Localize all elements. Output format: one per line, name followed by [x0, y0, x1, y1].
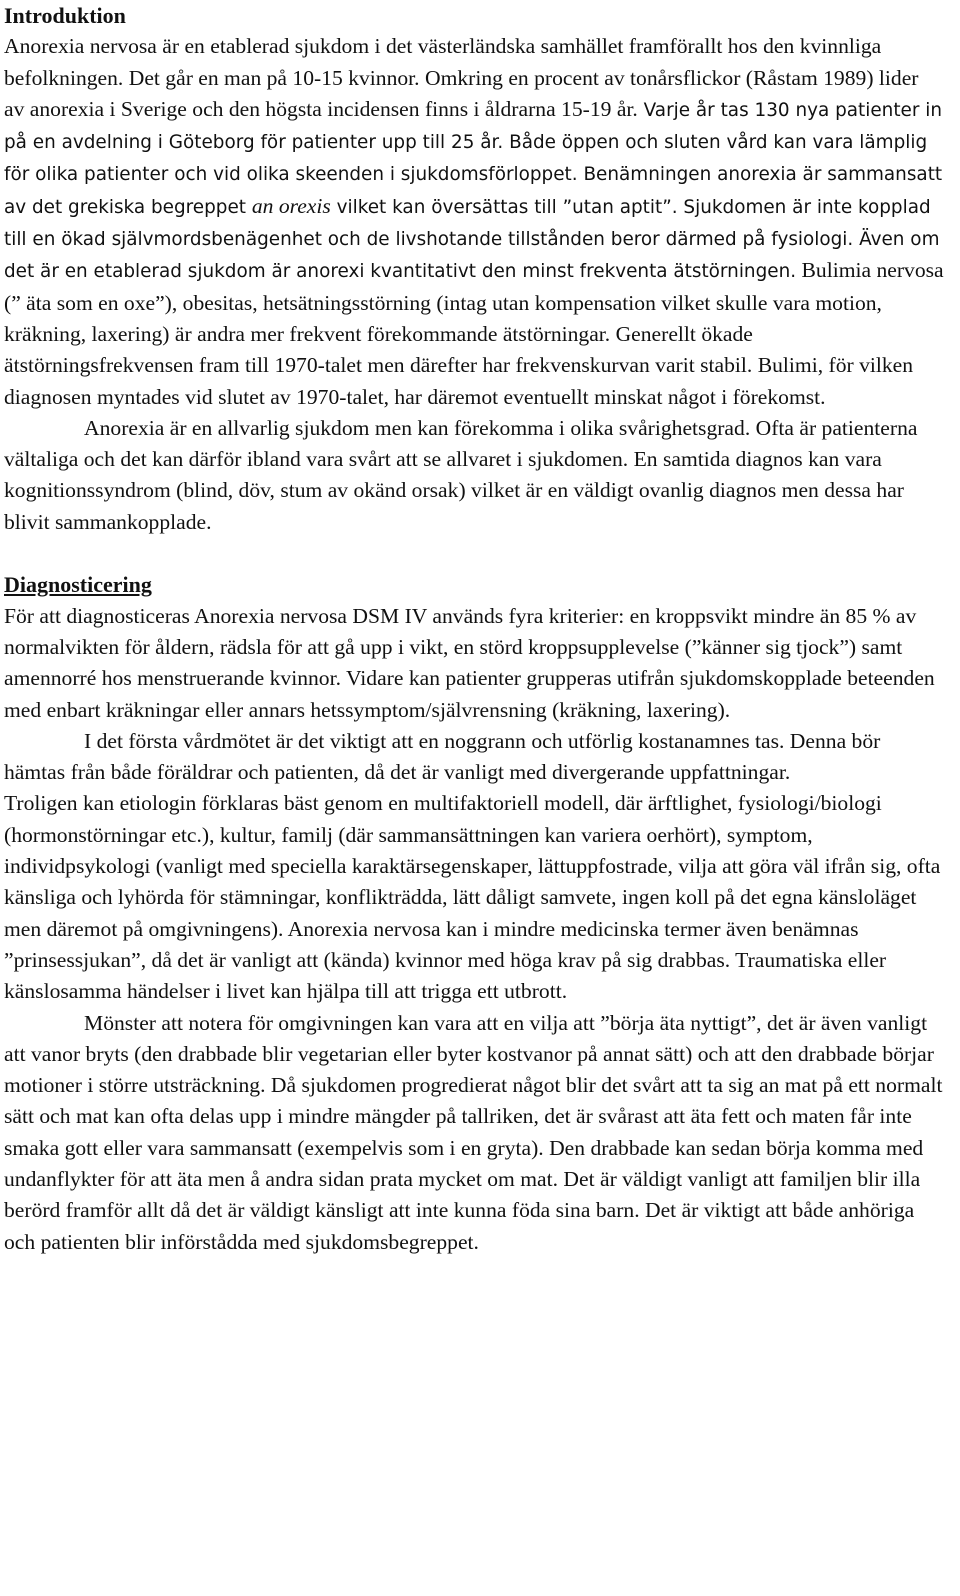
heading-introduktion: Introduktion	[4, 3, 126, 28]
paragraph-text: Anorexia nervosa är en etablerad sjukdom i det västerländska samhället framförallt hos den kvinnliga befolkningen. Det går en man på 10-15 kvinnor. Omkring en procent av tonårsflickor (Råstam 1989) lider av anorexia i Sverige och den högsta incidensen finns i åldrarna 15-19 år.	[4, 34, 919, 121]
section-spacer	[4, 538, 944, 569]
paragraph-diagnosticering-3: Troligen kan etiologin förklaras bäst genom en multifaktoriell modell, där ärftlighet, fysiologi/biologi (hormonstörningar etc.), kultur, familj (där sammansättningen kan variera oerhört), symptom, individpsykologi (vanligt med speciella karaktärsegenskaper, lättuppfostrade, vilja att göra väl ifrån sig, ofta känsliga och lyhörda för stämningar, konflikträdda, lätt dåligt samvete, ingen koll på det egna känsloläget men däremot på omgivningens). Anorexia nervosa kan i mindre medicinska termer även benämnas ”prinsessjukan”, då det är vanligt att (kända) kvinnor med höga krav på sig drabbas. Traumatiska eller känslosamma händelser i livet kan hjälpa till att trigga ett utbrott.	[4, 791, 941, 1004]
paragraph-diagnosticering-4: Mönster att notera för omgivningen kan vara att en vilja att ”börja äta nyttigt”, det är även vanligt att vanor bryts (den drabbade blir vegetarian eller byter kostvanor på annat sätt) och att den drabbade börjar motioner i större utsträckning. Då sjukdomen progredierat något blir det svårt att ta sig an mat på ett normalt sätt och mat kan ofta delas upp i mindre mängder på tallriken, det är svårast att äta fett och maten får inte smaka gott eller vara sammansatt (exempelvis som i en gryta). Den drabbade kan sedan börja komma med undanflykter för att äta men å andra sidan prata mycket om mat. Det är väldigt vanligt att familjen blir illa berörd framför allt då det är väldigt känsligt att inte kunna föda sina barn. Det är viktigt att både anhöriga och patienten blir införstådda med sjukdomsbegreppet.	[4, 1010, 943, 1254]
paragraph-diagnosticering-1: För att diagnosticeras Anorexia nervosa DSM IV används fyra kriterier: en kroppsvikt mindre än 85 % av normalvikten för åldern, rädsla för att gå upp i vikt, en störd kroppsupplevelse (”känner sig tjock”) samt amennorré hos menstruerande kvinnor. Vidare kan patienter grupperas utifrån sjukdomskopplade beteenden med enbart kräkningar eller annars hetssymptom/självrensning (kräkning, laxering).	[4, 603, 935, 722]
paragraph-introduktion-2: Anorexia är en allvarlig sjukdom men kan förekomma i olika svårighetsgrad. Ofta är patienterna vältaliga och det kan därför ibland vara svårt att se allvaret i sjukdomen. En samtida diagnos kan vara kognitionssyndrom (blind, döv, stum av okänd orsak) vilket är en väldigt ovanlig diagnos men dessa har blivit sammankopplade.	[4, 415, 918, 534]
paragraph-introduktion-1	[4, 31, 944, 413]
paragraph-diagnosticering-2: I det första vårdmötet är det viktigt att en noggrann och utförlig kostanamnes tas. Denna bör hämtas från både föräldrar och patienten, då det är vanligt med divergerande uppfattningar.	[4, 728, 881, 785]
heading-diagnosticering: Diagnosticering	[4, 572, 152, 598]
paragraph-text: vilket kan översättas till ”utan aptit”. Sjukdomen är inte kopplad till en ökad självmordsbenägenhet och de livshotande tillstånden beror därmed på fysiologi. Även om det är en etablerad sjukdom är anorexi kvantitativt den minst frekventa ätstörningen.	[4, 196, 940, 283]
section-diagnosticering	[4, 569, 944, 1258]
italic-term: an orexis	[251, 193, 331, 218]
paragraph-text: Bulimia nervosa (” äta som en oxe”), obesitas, hetsätningsstörning (intag utan kompensation vilket skulle vara motion, kräkning, laxering) är andra mer frekvent förekommande ätstörningar. Generellt ökade ätstörningsfrekvensen fram till 1970-talet men därefter har frekvenskurvan varit stabil. Bulimi, för vilken diagnosen myntades vid slutet av 1970-talet, har däremot eventuellt minskat något i förekomst.	[4, 258, 944, 409]
section-introduktion	[4, 0, 944, 538]
paragraph-text: Varje år tas 130 nya patienter in på en avdelning i Göteborg för patienter upp till 25 år. Både öppen och sluten vård kan vara lämplig för olika patienter och vid olika skeenden i sjukdomsförloppet. Benämningen anorexia är sammansatt av det grekiska begreppet	[4, 99, 943, 218]
